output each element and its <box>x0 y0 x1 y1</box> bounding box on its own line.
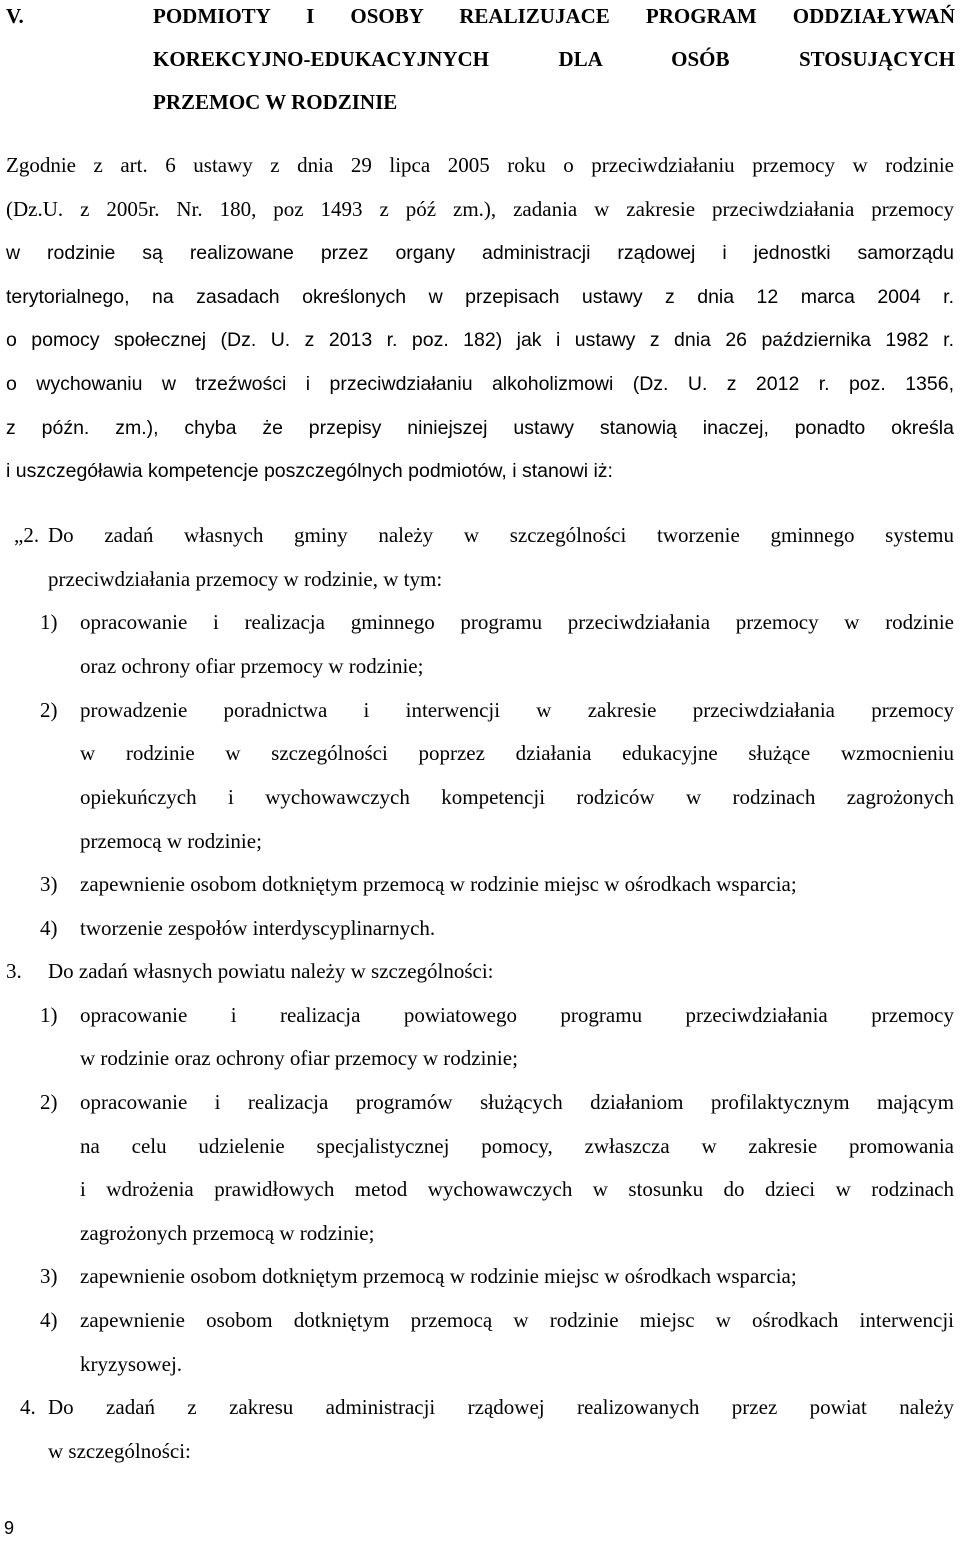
point-2-item-2-line-2: w rodzinie w szczególności poprzez działania edukacyjne służące wzmocnieniu <box>80 741 954 765</box>
point-4-line-1: Do zadań z zakresu administracji rządowej realizowanych przez powiat należy <box>48 1395 954 1419</box>
intro-line-4: terytorialnego, na zasadach określonych w przepisach ustawy z dnia 12 marca 2004 r. <box>6 286 954 308</box>
point-2-item-1-line-2: oraz ochrony ofiar przemocy w rodzinie; <box>80 654 424 678</box>
point-3-item-3-number: 3) <box>40 1264 58 1288</box>
point-3-item-2-line-4: zagrożonych przemocą w rodzinie; <box>80 1221 375 1245</box>
intro-line-7: z późn. zm.), chyba że przepisy niniejszej ustawy stanowią inaczej, ponadto określa <box>6 417 954 439</box>
intro-line-6: o wychowaniu w trzeźwości i przeciwdziałaniu alkoholizmowi (Dz. U. z 2012 r. poz. 1356, <box>6 373 954 395</box>
point-3-item-2-line-2: na celu udzielenie specjalistycznej pomocy, zwłaszcza w zakresie promowania <box>80 1134 954 1158</box>
section-title-line-2: KOREKCYJNO-EDUKACYJNYCH DLA OSÓB STOSUJĄCYCH <box>153 47 955 71</box>
point-3-item-2-number: 2) <box>40 1090 58 1114</box>
point-3-item-1-line-1: opracowanie i realizacja powiatowego programu przeciwdziałania przemocy <box>80 1003 954 1027</box>
point-2-item-2-line-1: prowadzenie poradnictwa i interwencji w zakresie przeciwdziałania przemocy <box>80 698 954 722</box>
point-3-item-1-number: 1) <box>40 1003 58 1027</box>
point-2-item-2-number: 2) <box>40 698 58 722</box>
point-3-item-4-number: 4) <box>40 1308 58 1332</box>
point-3-line-1: Do zadań własnych powiatu należy w szczególności: <box>48 959 494 983</box>
section-title-line-1: PODMIOTY I OSOBY REALIZUJACE PROGRAM ODDZIAŁYWAŃ <box>153 4 955 28</box>
point-2-line-1: Do zadań własnych gminy należy w szczególności tworzenie gminnego systemu <box>48 523 954 547</box>
point-3-item-2-line-3: i wdrożenia prawidłowych metod wychowawczych w stosunku do dzieci w rodzinach <box>80 1177 954 1201</box>
point-2-item-2-line-3: opiekuńczych i wychowawczych kompetencji rodziców w rodzinach zagrożonych <box>80 785 954 809</box>
point-2-item-4-line-1: tworzenie zespołów interdyscyplinarnych. <box>80 916 436 940</box>
section-title-line-3: PRZEMOC W RODZINIE <box>153 90 398 114</box>
point-4-line-2: w szczególności: <box>48 1439 191 1463</box>
section-numeral: V. <box>6 4 24 28</box>
point-2-item-1-number: 1) <box>40 610 58 634</box>
point-2-number: „2. <box>14 523 40 547</box>
point-3-item-4-line-1: zapewnienie osobom dotkniętym przemocą w rodzinie miejsc w ośrodkach interwencji <box>80 1308 954 1332</box>
intro-line-8: i uszczegóławia kompetencje poszczególnych podmiotów, i stanowi iż: <box>6 460 613 482</box>
point-3-item-1-line-2: w rodzinie oraz ochrony ofiar przemocy w rodzinie; <box>80 1046 518 1070</box>
point-2-item-3-number: 3) <box>40 872 58 896</box>
point-2-item-2-line-4: przemocą w rodzinie; <box>80 829 262 853</box>
intro-line-1: Zgodnie z art. 6 ustawy z dnia 29 lipca 2005 roku o przeciwdziałaniu przemocy w rodzinie <box>6 153 954 177</box>
point-3-item-2-line-1: opracowanie i realizacja programów służących działaniom profilaktycznym mającym <box>80 1090 954 1114</box>
point-3-number: 3. <box>6 959 22 983</box>
point-2-item-3-line-1: zapewnienie osobom dotkniętym przemocą w rodzinie miejsc w ośrodkach wsparcia; <box>80 872 797 896</box>
page-number: 9 <box>4 1518 15 1538</box>
intro-line-5: o pomocy społecznej (Dz. U. z 2013 r. poz. 182) jak i ustawy z dnia 26 października 1982 r. <box>6 329 954 351</box>
point-3-item-4-line-2: kryzysowej. <box>80 1352 183 1376</box>
point-2-item-4-number: 4) <box>40 916 58 940</box>
intro-line-2: (Dz.U. z 2005r. Nr. 180, poz 1493 z póź zm.), zadania w zakresie przeciwdziałania przemocy <box>6 197 954 221</box>
point-2-line-2: przeciwdziałania przemocy w rodzinie, w tym: <box>48 567 443 591</box>
point-4-number: 4. <box>20 1395 36 1419</box>
point-2-item-1-line-1: opracowanie i realizacja gminnego programu przeciwdziałania przemocy w rodzinie <box>80 610 954 634</box>
intro-line-3: w rodzinie są realizowane przez organy administracji rządowej i jednostki samorządu <box>6 242 954 264</box>
point-3-item-3-line-1: zapewnienie osobom dotkniętym przemocą w rodzinie miejsc w ośrodkach wsparcia; <box>80 1264 797 1288</box>
